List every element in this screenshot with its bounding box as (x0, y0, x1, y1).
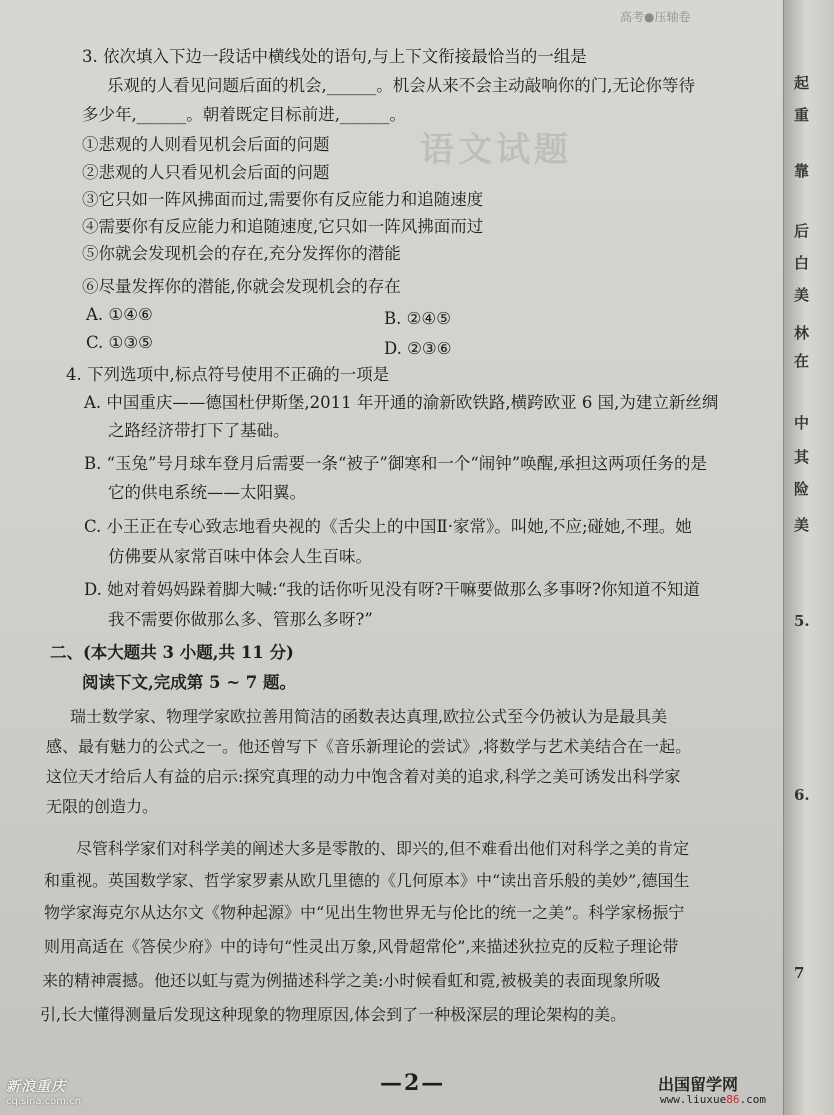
passage-line: 来的精神震撼。他还以虹与霓为例描述科学之美:小时候看虹和霓,被极美的表面现象所吸 (42, 971, 661, 990)
q3-option: ③它只如一阵风拂面而过,需要你有反应能力和追随速度 (82, 190, 484, 209)
passage-line: 无限的创造力。 (46, 797, 159, 816)
q3-choice-d: D. ②③⑥ (384, 339, 452, 358)
q3-option: ④需要你有反应能力和追随速度,它只如一阵风拂面而过 (82, 217, 484, 236)
section2-title: 二、(本大题共 3 小题,共 11 分) (50, 643, 294, 662)
q4-option-c: C. 小王正在专心致志地看央视的《舌尖上的中国Ⅱ·家常》。叫她,不应;碰她,不理。她 (84, 517, 692, 536)
q4-option-b: B. “玉兔”号月球车登月后需要一条“被子”御寒和一个“闹钟”唤醒,承担这两项任务的是 (84, 454, 707, 473)
q3-passage-line: 多少年,______。朝着既定目标前进,______。 (82, 105, 406, 124)
passage-line: 引,长大懂得测量后发现这种现象的物理原因,体会到了一种极深层的理论架构的美。 (40, 1005, 627, 1024)
q3-choice-b: B. ②④⑤ (384, 309, 451, 328)
margin-char: 美 (794, 286, 810, 304)
q3-choice-a: A. ①④⑥ (86, 305, 153, 324)
page-number: —2— (380, 1070, 446, 1096)
margin-char: 白 (794, 254, 810, 272)
margin-char: 5. (794, 612, 810, 630)
margin-char: 美 (794, 516, 810, 534)
q3-option: ①悲观的人则看见机会后面的问题 (82, 135, 330, 154)
passage-line: 瑞士数学家、物理学家欧拉善用简洁的函数表达真理,欧拉公式至今仍被认为是最具美 (70, 707, 668, 726)
passage-line: 则用高适在《答侯少府》中的诗句“性灵出万象,风骨超常伦”,来描述狄拉克的反粒子理论带 (44, 937, 679, 956)
q4-option-b-cont: 它的供电系统——太阳翼。 (108, 483, 306, 502)
margin-char: 在 (794, 352, 810, 370)
q4-stem: 4. 下列选项中,标点符号使用不正确的一项是 (66, 365, 390, 384)
header-faint: 高考●压轴卷 (620, 10, 691, 24)
passage-line: 物学家海克尔从达尔文《物种起源》中“见出生物世界无与伦比的统一之美”。科学家杨振宁 (44, 903, 685, 922)
margin-char: 6. (794, 786, 810, 804)
section2-instruction: 阅读下文,完成第 5 ~ 7 题。 (82, 673, 297, 692)
q4-option-d-cont: 我不需要你做那么多、管那么多呀?” (108, 610, 373, 629)
url-part-red: 86 (726, 1093, 740, 1106)
url-part: www.liuxue (660, 1093, 727, 1106)
margin-char: 7 (794, 964, 805, 982)
passage-line: 和重视。英国数学家、哲学家罗素从欧几里德的《几何原本》中“读出音乐般的美妙”,德国生 (44, 871, 690, 890)
next-page-margin (783, 0, 834, 1115)
q4-option-c-cont: 仿佛要从家常百味中体会人生百味。 (108, 547, 372, 566)
q4-option-a-cont: 之路经济带打下了基础。 (108, 421, 290, 440)
margin-char: 其 (794, 448, 810, 466)
q3-option: ⑤你就会发现机会的存在,充分发挥你的潜能 (82, 244, 401, 263)
sina-watermark-url: cq.sina.com.cn (6, 1096, 82, 1107)
sina-watermark: 新浪重庆 (6, 1079, 66, 1095)
bleed-through-title: 语文试题 (420, 130, 572, 170)
margin-char: 起 (794, 74, 810, 92)
liuxue-watermark: 出国留学网 (658, 1075, 739, 1094)
q3-stem: 3. 依次填入下边一段话中横线处的语句,与上下文衔接最恰当的一组是 (82, 47, 587, 66)
q3-option: ⑥尽量发挥你的潜能,你就会发现机会的存在 (82, 277, 401, 296)
url-part: .com (739, 1093, 766, 1106)
margin-char: 中 (794, 414, 810, 432)
passage-line: 感、最有魅力的公式之一。他还曾写下《音乐新理论的尝试》,将数学与艺术美结合在一起。 (46, 737, 692, 756)
passage-line: 尽管科学家们对科学美的阐述大多是零散的、即兴的,但不难看出他们对科学之美的肯定 (76, 839, 690, 858)
q4-option-d: D. 她对着妈妈跺着脚大喊:“我的话你听见没有呀?干嘛要做那么多事呀?你知道不知道 (84, 580, 700, 599)
q4-option-a: A. 中国重庆——德国杜伊斯堡,2011 年开通的渝新欧铁路,横跨欧亚 6 国,为建立新丝绸 (84, 393, 719, 412)
q3-passage-line: 乐观的人看见问题后面的机会,______。机会从来不会主动敲响你的门,无论你等待 (107, 76, 695, 95)
passage-line: 这位天才给后人有益的启示:探究真理的动力中饱含着对美的追求,科学之美可诱发出科学家 (46, 767, 681, 786)
margin-char: 重 (794, 106, 810, 124)
margin-char: 靠 (794, 162, 810, 180)
q3-choice-c: C. ①③⑤ (86, 333, 153, 352)
margin-char: 险 (794, 480, 810, 498)
margin-char: 后 (794, 222, 810, 240)
margin-char: 林 (794, 324, 810, 342)
q3-option: ②悲观的人只看见机会后面的问题 (82, 163, 330, 182)
liuxue-watermark-url (660, 1093, 766, 1106)
